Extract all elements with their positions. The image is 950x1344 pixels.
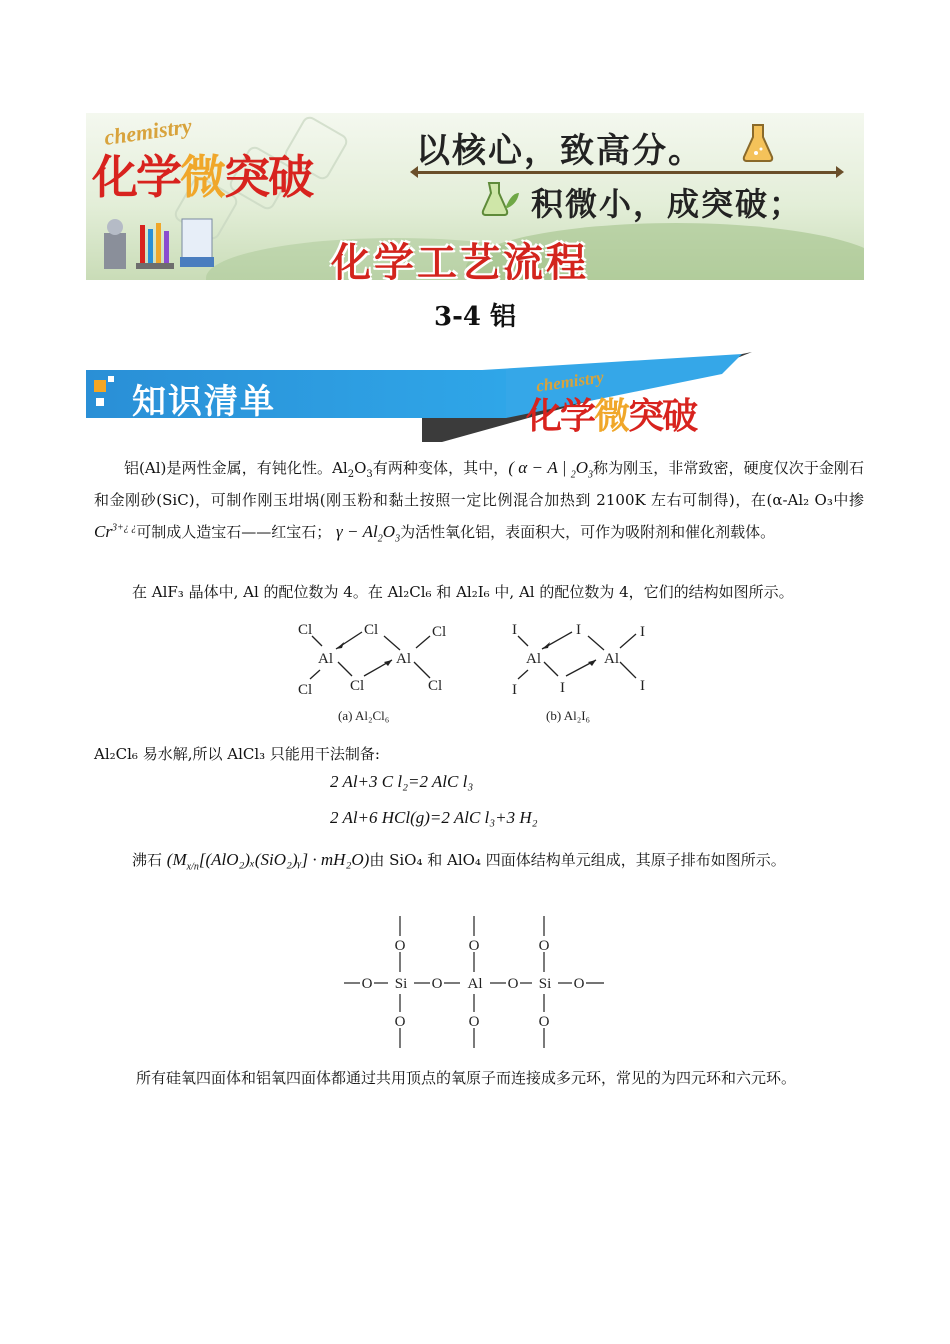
fig1-atom: Cl (428, 678, 443, 694)
fig2-atom: O (573, 976, 585, 992)
banner-slogan-1: 以核心，致高分。 (416, 131, 704, 171)
equation-2: 2 Al+6 HCl(g)=2 AlC l₃+3 H₂ (330, 808, 538, 827)
section-brand-logo: 化学微突破 (526, 396, 697, 437)
fig2-atom: O (468, 1014, 480, 1030)
section-header (86, 352, 746, 442)
header-banner (86, 113, 864, 280)
formula-gamma-alumina: $\gamma - Al_2O_3$ (336, 522, 401, 545)
fig2-atom: O (468, 938, 480, 954)
banner-slogan-2: 积微小，成突破； (531, 185, 804, 223)
fig2-atom: O (538, 938, 550, 954)
flask-icon (741, 123, 775, 163)
fig2-atom: O (361, 976, 373, 992)
fig1-atom: Al (604, 651, 619, 667)
paragraph-alumina: 铝(Al)是两性金属，有钝化性。$Al_2O_3$有两种变体，其中，( α − A | $_2O_3$称为刚玉，非常致密，硬度仅次于金刚石和金刚砂(SiC)，可制作刚玉坩埚(刚玉粉和黏土按照一定比例混合加热到 2100K 左右可制得)，在(α-Al₂ O₃中掺 $Cr^{3+¿ ¿}$可制成人造宝石——红宝石； $\gamma - Al_2O_3$为活性氧化铝，表面积大，可作为吸附剂和催化剂载体。 (94, 458, 864, 545)
banner-topic: 化学工艺流程 (331, 240, 589, 280)
fig1-atom: I (640, 624, 645, 640)
fig2-atom: O (538, 1014, 550, 1030)
fig1-atom: I (576, 622, 581, 638)
leaf-flask-icon (481, 179, 521, 219)
paragraph-zeolite: 沸石 $(M_{x/n}[(AlO_2)_x(SiO_2)ᵧ] \cdot mH_2O)$由 SiO₄ 和 AlO₄ 四面体结构单元组成，其原子排布如图所示。 (132, 850, 786, 873)
formula-chromium-ion: $Cr^{3+¿ ¿}$ (94, 522, 137, 541)
fig1-atom: Al (318, 651, 333, 667)
fig1-caption-b: (b) Al₂I₆ (546, 708, 591, 723)
fig1-atom: Cl (298, 622, 313, 638)
fig1-atom: I (512, 622, 517, 638)
fig1-atom: I (640, 678, 645, 694)
banner-arrow-line (416, 171, 836, 174)
banner-brand-en: chemistry (102, 113, 194, 151)
lab-equipment-icon (100, 213, 220, 271)
fig2-atom: O (394, 938, 406, 954)
formula-zeolite: $(M_{x/n}[(AlO_2)_x(SiO_2)ᵧ] \cdot mH_2O)$ (166, 850, 370, 873)
equation-1: 2 Al+3 C l₂=2 AlC l₃ (330, 772, 474, 791)
fig2-atom: Si (538, 976, 552, 992)
fig2-atom: O (507, 976, 519, 992)
fig1-atom: Al (396, 651, 411, 667)
fig2-atom: Al (467, 976, 483, 992)
formula-alpha-alumina: ( α − A | $_2O_3$ (508, 458, 593, 481)
banner-brand-logo: 化学微突破 (92, 150, 312, 204)
paragraph-coordination: 在 AlF₃ 晶体中, Al 的配位数为 4。在 Al₂Cl₆ 和 Al₂I₆ 中, Al 的配位数为 4，它们的结构如图所示。 (132, 583, 794, 601)
fig1-caption-a: (a) Al₂Cl₆ (338, 708, 390, 723)
fig1-atom: I (560, 680, 565, 696)
section-title: 知识清单 (132, 382, 276, 422)
fig1-atom: I (512, 682, 517, 698)
figure-zeolite-structure (340, 914, 610, 1050)
paragraph-hydrolysis: Al₂Cl₆ 易水解,所以 AlCl₃ 只能用干法制备: (94, 745, 380, 763)
fig1-atom: Al (526, 651, 541, 667)
fig2-atom: O (431, 976, 443, 992)
fig1-atom: Cl (432, 624, 447, 640)
paragraph-rings: 所有硅氧四面体和铝氧四面体都通过共用顶点的氧原子而连接成多元环，常见的为四元环和六元环。 (136, 1069, 797, 1087)
fig1-atom: Cl (364, 622, 379, 638)
figure-al2cl6-al2i6 (290, 616, 660, 728)
fig1-atom: Cl (298, 682, 313, 698)
fig2-atom: Si (394, 976, 408, 992)
fig1-atom: Cl (350, 678, 365, 694)
page-title: 3-4 铝 (433, 302, 517, 332)
fig2-atom: O (394, 1014, 406, 1030)
section-brand-en: chemistry (534, 367, 605, 396)
